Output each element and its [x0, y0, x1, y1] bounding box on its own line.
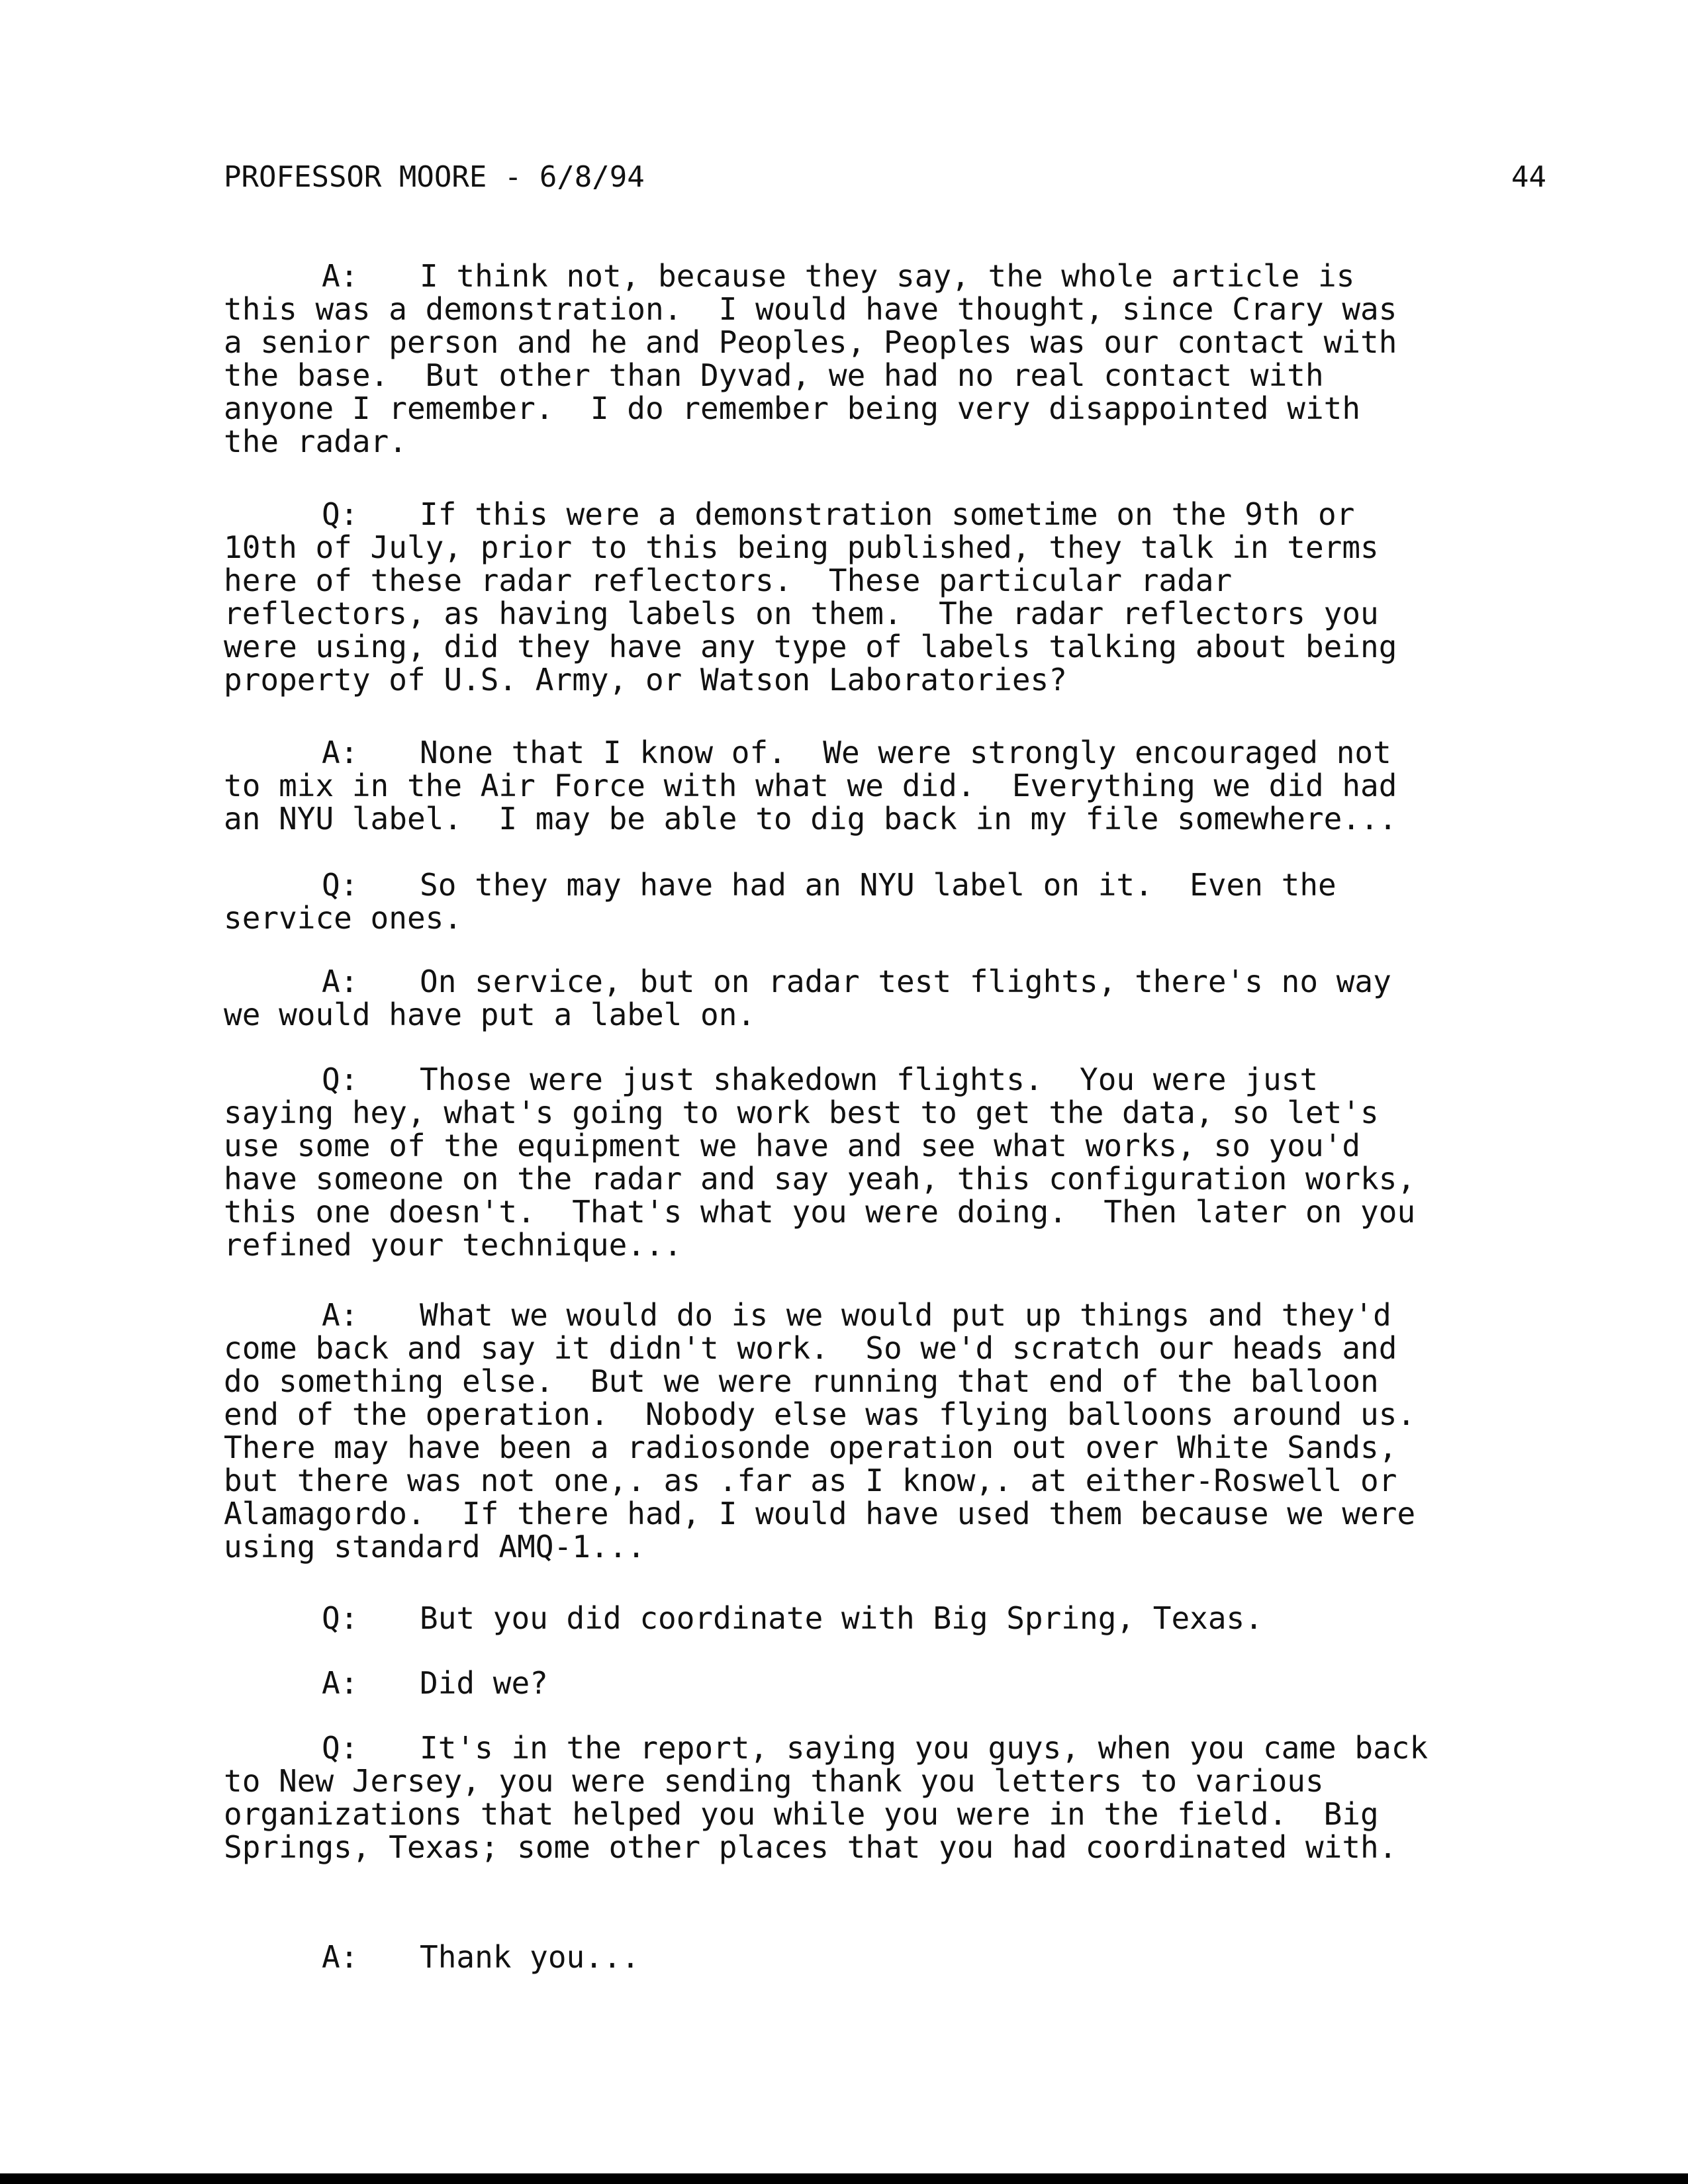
- line-text: Thank you...: [420, 1939, 640, 1975]
- paragraph-line: [224, 1332, 1554, 1365]
- speaker-label: A:: [322, 1665, 359, 1701]
- paragraph-line: [224, 998, 1554, 1031]
- dialogue-paragraph: [224, 1731, 1554, 1864]
- paragraph-line: [224, 1497, 1554, 1530]
- paragraph-line: [224, 498, 1554, 531]
- dialogue-paragraph: [224, 1666, 1554, 1700]
- paragraph-line: [224, 1602, 1554, 1635]
- paragraph-line: [224, 259, 1554, 293]
- paragraph-line: [224, 769, 1554, 802]
- dialogue-paragraph: [224, 1298, 1554, 1563]
- speaker-label: Q:: [322, 496, 359, 532]
- paragraph-line: [224, 1464, 1554, 1497]
- dialogue-paragraph: [224, 1602, 1554, 1635]
- speaker-label: A:: [322, 258, 359, 294]
- speaker-label: A:: [322, 1939, 359, 1975]
- paragraph-line: [224, 597, 1554, 630]
- paragraph-line: [224, 1162, 1554, 1195]
- line-text: It's in the report, saying you guys, when you came back: [420, 1730, 1429, 1766]
- line-text: Did we?: [420, 1665, 548, 1701]
- paragraph-line: [224, 1530, 1554, 1563]
- line-text: but there was not one,. as .far as I know,. at either-Roswell or: [224, 1463, 1397, 1498]
- line-text: service ones.: [224, 900, 463, 936]
- paragraph-line: [224, 868, 1554, 901]
- line-text: On service, but on radar test flights, there's no way: [420, 964, 1391, 999]
- line-text: If this were a demonstration sometime on the 9th or: [420, 496, 1355, 532]
- paragraph-line: [224, 630, 1554, 663]
- paragraph-line: [224, 901, 1554, 934]
- paragraph-line: [224, 1228, 1554, 1261]
- line-text: the base. But other than Dyvad, we had no real contact with: [224, 357, 1324, 393]
- line-text: None that I know of. We were strongly encouraged not: [420, 735, 1391, 770]
- speaker-label: A:: [322, 735, 359, 770]
- dialogue-paragraph: [224, 1063, 1554, 1261]
- line-text: here of these radar reflectors. These particular radar: [224, 563, 1233, 598]
- dialogue-paragraph: [224, 965, 1554, 1031]
- line-text: There may have been a radiosonde operation out over White Sands,: [224, 1430, 1397, 1465]
- speaker-label: A:: [322, 1297, 359, 1333]
- paragraph-line: [224, 1195, 1554, 1228]
- line-text: were using, did they have any type of labels talking about being: [224, 629, 1397, 664]
- speaker-label: Q:: [322, 1062, 359, 1097]
- paragraph-line: [224, 1666, 1554, 1700]
- dialogue-paragraph: [224, 498, 1554, 696]
- line-text: we would have put a label on.: [224, 997, 756, 1032]
- paragraph-line: [224, 392, 1554, 425]
- paragraph-line: [224, 1298, 1554, 1332]
- paragraph-line: [224, 1398, 1554, 1431]
- paragraph-line: [224, 564, 1554, 597]
- line-text: this was a demonstration. I would have thought, since Crary was: [224, 291, 1397, 327]
- line-text: to mix in the Air Force with what we did. Everything we did had: [224, 768, 1397, 803]
- line-text: Springs, Texas; some other places that you had coordinated with.: [224, 1829, 1397, 1865]
- line-text: I think not, because they say, the whole article is: [420, 258, 1355, 294]
- dialogue-paragraph: [224, 1940, 1554, 1974]
- line-text: saying hey, what's going to work best to get the data, so let's: [224, 1095, 1379, 1130]
- paragraph-line: [224, 663, 1554, 696]
- line-text: But you did coordinate with Big Spring, Texas.: [420, 1600, 1263, 1636]
- line-text: anyone I remember. I do remember being very disappointed with: [224, 390, 1361, 426]
- header-title: PROFESSOR MOORE - 6/8/94: [224, 160, 645, 194]
- line-text: do something else. But we were running that end of the balloon: [224, 1363, 1379, 1399]
- paragraph-line: [224, 531, 1554, 564]
- paragraph-line: [224, 425, 1554, 458]
- paragraph-line: [224, 1831, 1554, 1864]
- line-text: So they may have had an NYU label on it. Even the: [420, 867, 1336, 903]
- paragraph-line: [224, 802, 1554, 835]
- line-text: property of U.S. Army, or Watson Laboratories?: [224, 662, 1067, 698]
- line-text: use some of the equipment we have and see what works, so you'd: [224, 1128, 1361, 1163]
- line-text: end of the operation. Nobody else was flying balloons around us.: [224, 1396, 1416, 1432]
- line-text: using standard AMQ-1...: [224, 1529, 645, 1565]
- dialogue-paragraph: [224, 868, 1554, 934]
- speaker-label: Q:: [322, 867, 359, 903]
- paragraph-line: [224, 1764, 1554, 1797]
- line-text: come back and say it didn't work. So we'd scratch our heads and: [224, 1330, 1397, 1366]
- line-text: What we would do is we would put up things and they'd: [420, 1297, 1391, 1333]
- paragraph-line: [224, 1797, 1554, 1831]
- line-text: 10th of July, prior to this being published, they talk in terms: [224, 529, 1379, 565]
- speaker-label: Q:: [322, 1730, 359, 1766]
- page-number: 44: [1511, 160, 1546, 194]
- scan-edge-bar: [0, 2173, 1688, 2184]
- line-text: the radar.: [224, 424, 407, 459]
- line-text: reflectors, as having labels on them. The radar reflectors you: [224, 596, 1379, 631]
- paragraph-line: [224, 736, 1554, 769]
- line-text: Those were just shakedown flights. You were just: [420, 1062, 1319, 1097]
- line-text: Alamagordo. If there had, I would have used them because we were: [224, 1496, 1416, 1531]
- paragraph-line: [224, 293, 1554, 326]
- dialogue-paragraph: [224, 259, 1554, 458]
- line-text: to New Jersey, you were sending thank you letters to various: [224, 1763, 1324, 1799]
- speaker-label: A:: [322, 964, 359, 999]
- paragraph-line: [224, 359, 1554, 392]
- line-text: an NYU label. I may be able to dig back in my file somewhere...: [224, 801, 1397, 837]
- speaker-label: Q:: [322, 1600, 359, 1636]
- paragraph-line: [224, 326, 1554, 359]
- line-text: a senior person and he and Peoples, Peoples was our contact with: [224, 324, 1397, 360]
- paragraph-line: [224, 1365, 1554, 1398]
- paragraph-line: [224, 1096, 1554, 1129]
- line-text: this one doesn't. That's what you were doing. Then later on you: [224, 1194, 1416, 1230]
- paragraph-line: [224, 1431, 1554, 1464]
- paragraph-line: [224, 965, 1554, 998]
- paragraph-line: [224, 1731, 1554, 1764]
- line-text: have someone on the radar and say yeah, this configuration works,: [224, 1161, 1416, 1197]
- dialogue-paragraph: [224, 736, 1554, 835]
- paragraph-line: [224, 1063, 1554, 1096]
- paragraph-line: [224, 1940, 1554, 1974]
- page-header: [224, 158, 1546, 197]
- line-text: organizations that helped you while you were in the field. Big: [224, 1796, 1379, 1832]
- line-text: refined your technique...: [224, 1227, 682, 1263]
- paragraph-line: [224, 1129, 1554, 1162]
